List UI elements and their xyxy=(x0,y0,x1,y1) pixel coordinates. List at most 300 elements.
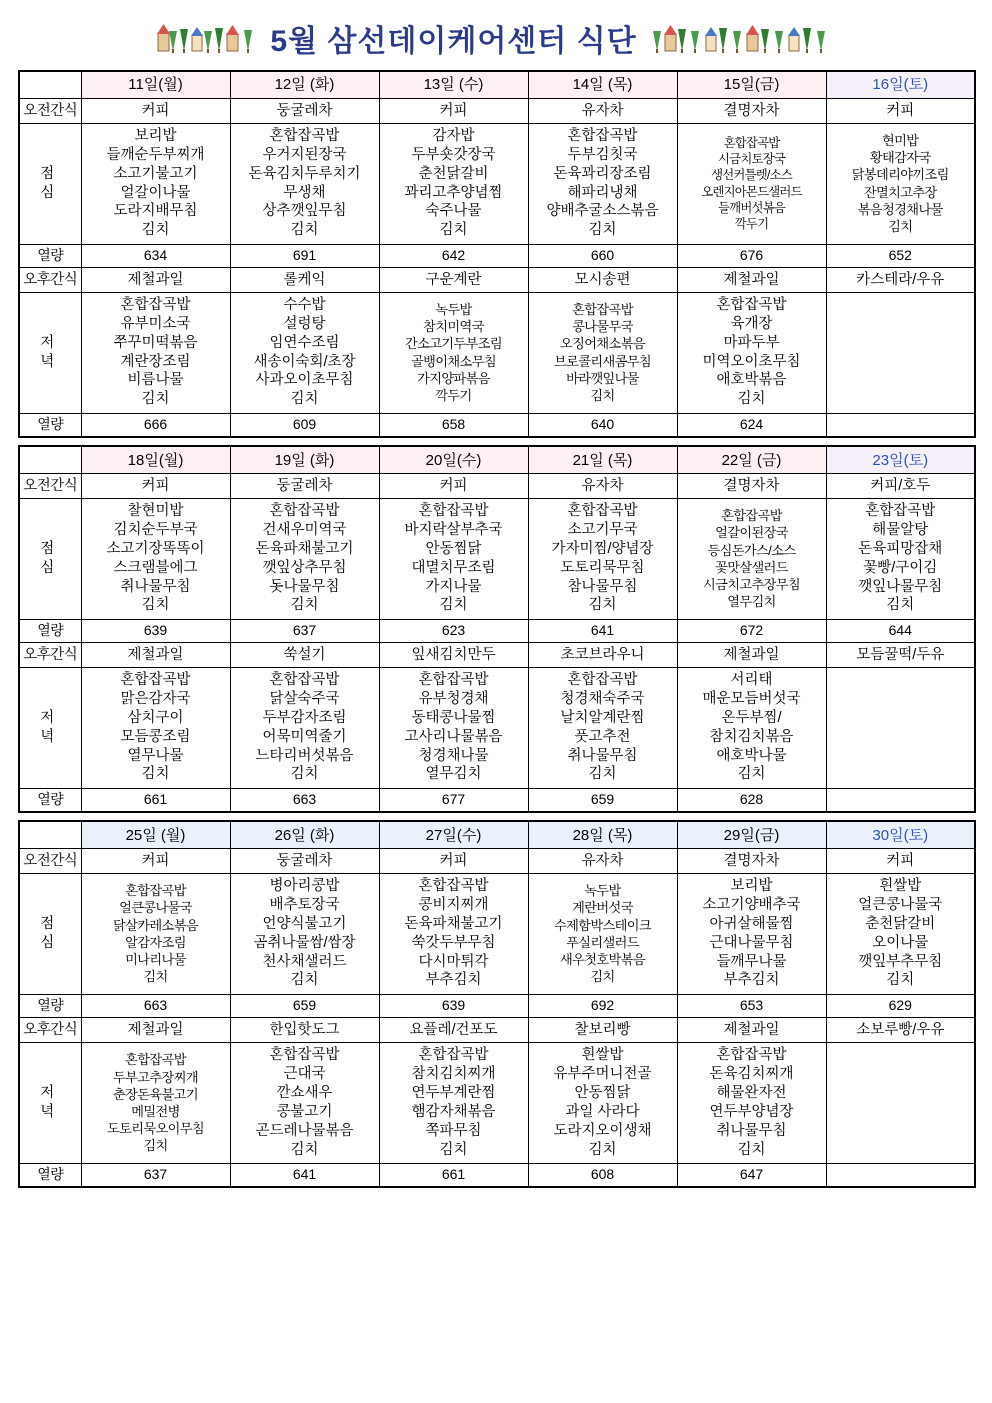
menu-item: 취나물무침 xyxy=(716,1122,787,1139)
lunch-cell xyxy=(677,124,826,245)
morning-snack-cell: 커피 xyxy=(826,99,975,124)
menu-item: 계란버섯국 xyxy=(572,900,633,916)
menu-item: 김치 xyxy=(590,387,615,403)
menu-item: 돈육피망잡채 xyxy=(858,540,943,557)
menu-item: 천사채샐러드 xyxy=(262,953,347,970)
date-cell: 29일(금) xyxy=(677,821,826,849)
menu-item: 혼합잡곡밥 xyxy=(567,672,638,689)
corner-cell xyxy=(19,821,81,849)
date-cell: 22일 (금) xyxy=(677,446,826,474)
calorie-cell: 637 xyxy=(81,1164,230,1188)
menu-item: 안동찜닭 xyxy=(425,540,482,557)
menu-item: 참나물무침 xyxy=(567,578,638,595)
afternoon-snack-cell: 롤케익 xyxy=(230,268,379,293)
calorie-cell: 628 xyxy=(677,789,826,813)
lunch-row xyxy=(19,874,975,995)
morning-snack-cell: 커피 xyxy=(81,99,230,124)
row-label-calorie: 열량 xyxy=(19,620,81,643)
afternoon-snack-cell: 요플레/건포도 xyxy=(379,1018,528,1043)
menu-item: 혼합잡곡밥 xyxy=(418,503,489,520)
date-cell: 26일 (화) xyxy=(230,821,379,849)
menu-item: 김치 xyxy=(290,391,319,408)
menu-item: 근대나물무침 xyxy=(709,934,794,951)
menu-item: 열무김치 xyxy=(727,593,776,609)
menu-item: 들깨버섯볶음 xyxy=(717,200,786,215)
lunch-cell xyxy=(528,499,677,620)
menu-item: 과일 사라다 xyxy=(565,1103,640,1120)
dinner-cell xyxy=(81,293,230,414)
calorie-cell: 676 xyxy=(677,245,826,268)
afternoon-snack-cell: 카스테라/우유 xyxy=(826,268,975,293)
menu-item: 병아리콩밥 xyxy=(269,878,340,895)
calorie-cell: 653 xyxy=(677,995,826,1018)
morning-snack-cell: 커피 xyxy=(826,849,975,874)
date-cell: 18일(월) xyxy=(81,446,230,474)
row-label-afternoon-snack: 오후간식 xyxy=(19,268,81,293)
row-label-afternoon-snack: 오후간식 xyxy=(19,643,81,668)
menu-item: 온두부찜/ xyxy=(721,709,782,726)
menu-item: 돗나물무침 xyxy=(269,578,340,595)
menu-item: 도라지오이생채 xyxy=(553,1122,652,1139)
date-cell-saturday: 16일(토) xyxy=(826,71,975,99)
menu-item: 안동찜닭 xyxy=(574,1085,631,1101)
date-cell-saturday: 23일(토) xyxy=(826,446,975,474)
menu-item: 메밀전병 xyxy=(131,1103,180,1119)
afternoon-snack-cell: 제철과일 xyxy=(677,268,826,293)
dinner-cell-empty xyxy=(826,1043,975,1164)
lunch-label-char: 심 xyxy=(40,184,61,201)
afternoon-snack-cell: 제철과일 xyxy=(81,643,230,668)
calorie-cell: 692 xyxy=(528,995,677,1018)
menu-item: 현미밥 xyxy=(882,133,919,149)
lunch-calorie-row xyxy=(19,995,975,1018)
calorie-cell: 637 xyxy=(230,620,379,643)
afternoon-snack-cell: 모시송편 xyxy=(528,268,677,293)
menu-item: 새송이숙회/초장 xyxy=(253,353,356,370)
dinner-label-char: 녁 xyxy=(40,1103,61,1120)
calorie-cell: 608 xyxy=(528,1164,677,1188)
menu-item: 닭봉데리야끼조림 xyxy=(851,167,949,183)
menu-item: 숙주나물 xyxy=(425,203,482,220)
menu-item: 다시마튀각 xyxy=(418,953,489,970)
dinner-cell xyxy=(81,668,230,789)
dinner-label-char: 저 xyxy=(40,1085,61,1101)
menu-item: 혼합잡곡밥 xyxy=(865,503,936,520)
menu-item: 오렌지아몬드샐러드 xyxy=(701,184,802,199)
calorie-cell: 639 xyxy=(379,995,528,1018)
lunch-label-char: 점 xyxy=(40,540,61,557)
menu-item: 유부주머니전골 xyxy=(553,1066,652,1083)
lunch-label-char: 점 xyxy=(40,915,61,932)
menu-item: 건새우미역국 xyxy=(262,521,347,538)
menu-item: 열무김치 xyxy=(425,766,482,783)
dinner-cell xyxy=(528,293,677,414)
morning-snack-cell: 커피 xyxy=(81,849,230,874)
menu-item: 해물완자전 xyxy=(716,1085,787,1101)
menu-item: 스크램블에그 xyxy=(113,559,198,576)
menu-item: 브로콜리새콤무침 xyxy=(553,353,652,369)
dinner-cell xyxy=(379,668,528,789)
dinner-cell xyxy=(677,293,826,414)
menu-item: 혼합잡곡밥 xyxy=(716,1047,787,1064)
menu-item: 김치 xyxy=(141,766,170,783)
menu-item: 흰쌀밥 xyxy=(581,1047,624,1064)
date-cell: 28일 (목) xyxy=(528,821,677,849)
calorie-cell: 666 xyxy=(81,414,230,438)
afternoon-snack-cell: 잎새김치만두 xyxy=(379,643,528,668)
dinner-cell xyxy=(230,293,379,414)
menu-item: 김치 xyxy=(143,969,168,985)
morning-snack-row xyxy=(19,849,975,874)
morning-snack-cell: 커피 xyxy=(379,99,528,124)
menu-item: 김치 xyxy=(290,222,319,239)
row-label-dinner xyxy=(19,1043,81,1164)
afternoon-snack-cell: 한입핫도그 xyxy=(230,1018,379,1043)
menu-item: 아귀살해물찜 xyxy=(709,915,794,932)
week-table-2 xyxy=(18,445,976,813)
lunch-cell xyxy=(826,124,975,245)
menu-item: 청경채나물 xyxy=(418,747,489,764)
dinner-cell xyxy=(230,1043,379,1164)
menu-item: 사과오이초무침 xyxy=(255,372,354,389)
menu-item: 유부청경채 xyxy=(418,691,489,708)
menu-item: 깍두기 xyxy=(435,387,472,403)
menu-item: 우거지된장국 xyxy=(262,146,347,163)
calorie-cell: 623 xyxy=(379,620,528,643)
afternoon-snack-row xyxy=(19,268,975,293)
menu-item: 비름나물 xyxy=(127,372,184,389)
menu-item: 생선커틀렛/소스 xyxy=(711,168,792,183)
menu-item: 삼치구이 xyxy=(127,709,184,726)
menu-item: 햄감자채볶음 xyxy=(411,1103,496,1120)
menu-item: 감자밥 xyxy=(432,128,475,144)
dinner-cell xyxy=(81,1043,230,1164)
menu-item: 동태콩나물찜 xyxy=(411,709,496,726)
menu-item: 애호박볶음 xyxy=(716,372,787,389)
menu-item: 춘천닭갈비 xyxy=(418,165,489,182)
menu-item: 콩불고기 xyxy=(276,1103,333,1120)
calorie-cell: 691 xyxy=(230,245,379,268)
menu-item: 꽃맛살샐러드 xyxy=(715,559,788,575)
menu-item: 쪽파무침 xyxy=(425,1122,482,1139)
menu-item: 김치 xyxy=(737,766,766,783)
date-header-row xyxy=(19,446,975,474)
menu-item: 곰취나물쌈/쌈장 xyxy=(253,934,356,951)
menu-item: 매운모듬버섯국 xyxy=(702,691,801,708)
lunch-cell xyxy=(379,874,528,995)
menu-item: 해물알탕 xyxy=(872,521,929,538)
dinner-cell xyxy=(677,1043,826,1164)
menu-item: 깍두기 xyxy=(734,216,769,231)
menu-item: 열무나물 xyxy=(127,747,184,764)
menu-item: 무생채 xyxy=(283,184,326,201)
corner-cell xyxy=(19,71,81,99)
menu-item: 김치 xyxy=(590,969,615,985)
dinner-cell-empty xyxy=(826,668,975,789)
menu-item: 푸실리샐러드 xyxy=(566,934,639,950)
menu-item: 닭살숙주국 xyxy=(269,691,340,708)
menu-item: 잔멸치고추장 xyxy=(863,184,937,200)
menu-item: 흰쌀밥 xyxy=(879,878,922,895)
dinner-calorie-row xyxy=(19,414,975,438)
lunch-cell xyxy=(81,499,230,620)
row-label-calorie: 열량 xyxy=(19,1164,81,1188)
menu-item: 혼합잡곡밥 xyxy=(418,878,489,895)
dinner-label-char: 저 xyxy=(40,334,61,351)
afternoon-snack-cell: 제철과일 xyxy=(81,268,230,293)
menu-item: 김치 xyxy=(588,766,617,783)
menu-item: 소고기장똑똑이 xyxy=(106,540,205,557)
menu-item: 얼갈이나물 xyxy=(120,184,191,201)
menu-item: 깐쇼새우 xyxy=(276,1085,333,1101)
menu-item: 대멸치무조림 xyxy=(411,559,496,576)
menu-item: 김치 xyxy=(141,391,170,408)
menu-item: 고사리나물볶음 xyxy=(404,728,503,745)
menu-item: 설렁탕 xyxy=(283,315,326,332)
menu-item: 두부숏갓장국 xyxy=(411,146,496,163)
menu-item: 얼갈이된장국 xyxy=(715,525,788,541)
morning-snack-cell: 유자차 xyxy=(528,849,677,874)
menu-item: 소고기양배추국 xyxy=(702,897,801,914)
morning-snack-cell: 결명자차 xyxy=(677,474,826,499)
menu-item: 등심돈가스/소스 xyxy=(707,542,796,558)
calorie-cell: 634 xyxy=(81,245,230,268)
menu-item: 두부감자조림 xyxy=(262,709,347,726)
menu-item: 김치 xyxy=(886,972,915,989)
date-cell: 12일 (화) xyxy=(230,71,379,99)
menu-item: 혼합잡곡밥 xyxy=(721,508,782,524)
lunch-cell xyxy=(379,499,528,620)
menu-item: 풋고추전 xyxy=(574,728,631,745)
menu-item: 김치 xyxy=(439,597,468,614)
row-label-morning-snack: 오전간식 xyxy=(19,474,81,499)
menu-item: 소고기무국 xyxy=(567,521,638,538)
menu-item: 깻잎나물무침 xyxy=(858,578,943,595)
menu-item: 시금치토장국 xyxy=(717,152,786,167)
menu-item: 돈육꽈리장조림 xyxy=(553,165,652,182)
lunch-row xyxy=(19,124,975,245)
menu-item: 혼합잡곡밥 xyxy=(567,503,638,520)
menu-item: 계란장조림 xyxy=(120,353,191,370)
morning-snack-row xyxy=(19,474,975,499)
lunch-cell xyxy=(826,874,975,995)
menu-item: 깻잎상추무침 xyxy=(262,559,347,576)
menu-item: 김치 xyxy=(141,222,170,239)
row-label-lunch xyxy=(19,499,81,620)
menu-item: 부추김치 xyxy=(723,972,780,989)
morning-snack-cell: 커피 xyxy=(81,474,230,499)
lunch-calorie-row xyxy=(19,245,975,268)
menu-item: 도라지배무침 xyxy=(113,203,198,220)
menu-item: 미역오이초무침 xyxy=(702,353,801,370)
menu-item: 김치순두부국 xyxy=(113,521,198,538)
menu-item: 김치 xyxy=(888,218,913,234)
menu-item: 육개장 xyxy=(730,315,773,332)
morning-snack-cell: 커피/호두 xyxy=(826,474,975,499)
dinner-label-char: 녁 xyxy=(40,353,61,370)
menu-item: 상추깻잎무침 xyxy=(262,203,347,220)
menu-item: 마파두부 xyxy=(723,334,780,351)
menu-item: 서리태 xyxy=(730,672,773,689)
menu-item: 닭살카레소볶음 xyxy=(113,917,198,933)
row-label-afternoon-snack: 오후간식 xyxy=(19,1018,81,1043)
dinner-cell xyxy=(528,668,677,789)
row-label-lunch xyxy=(19,124,81,245)
row-label-calorie: 열량 xyxy=(19,995,81,1018)
date-cell: 21일 (목) xyxy=(528,446,677,474)
menu-item: 혼합잡곡밥 xyxy=(716,297,787,314)
menu-item: 녹두밥 xyxy=(584,883,621,899)
dinner-row xyxy=(19,1043,975,1164)
afternoon-snack-cell: 모듬꿀떡/두유 xyxy=(826,643,975,668)
lunch-cell xyxy=(81,874,230,995)
afternoon-snack-cell: 제철과일 xyxy=(677,1018,826,1043)
morning-snack-cell: 둥굴레차 xyxy=(230,474,379,499)
decoration-left-icon xyxy=(156,21,256,55)
row-label-lunch xyxy=(19,874,81,995)
menu-item: 바지락살부추국 xyxy=(404,521,503,538)
menu-item: 쑥갓두부무침 xyxy=(411,934,496,951)
calorie-cell: 642 xyxy=(379,245,528,268)
calorie-cell: 644 xyxy=(826,620,975,643)
dinner-label-char: 저 xyxy=(40,709,61,726)
calorie-cell: 652 xyxy=(826,245,975,268)
menu-item: 혼합잡곡밥 xyxy=(723,136,780,151)
menu-item: 가자미찜/양념장 xyxy=(551,540,654,557)
menu-item: 김치 xyxy=(439,1141,468,1158)
menu-item: 혼합잡곡밥 xyxy=(572,302,633,318)
afternoon-snack-row xyxy=(19,1018,975,1043)
menu-item: 두부고추장찌개 xyxy=(113,1069,198,1085)
morning-snack-cell: 둥굴레차 xyxy=(230,849,379,874)
date-cell: 15일(금) xyxy=(677,71,826,99)
lunch-label-char: 심 xyxy=(40,934,61,951)
menu-item: 알감자조림 xyxy=(125,934,186,950)
calorie-cell: 639 xyxy=(81,620,230,643)
calorie-cell: 624 xyxy=(677,414,826,438)
date-cell: 14일 (목) xyxy=(528,71,677,99)
menu-item: 곤드레나물볶음 xyxy=(255,1122,354,1139)
lunch-calorie-row xyxy=(19,620,975,643)
menu-item: 혼합잡곡밥 xyxy=(269,672,340,689)
date-header-row xyxy=(19,821,975,849)
menu-item: 황태감자국 xyxy=(869,150,931,166)
lunch-cell xyxy=(81,124,230,245)
menu-item: 혼합잡곡밥 xyxy=(125,883,186,899)
menu-item: 녹두밥 xyxy=(435,302,472,318)
corner-cell xyxy=(19,446,81,474)
lunch-row xyxy=(19,499,975,620)
lunch-cell xyxy=(677,874,826,995)
menu-item: 골뱅이채소무침 xyxy=(411,353,496,369)
menu-item: 들깨순두부찌개 xyxy=(106,146,205,163)
menu-item: 김치 xyxy=(588,597,617,614)
dinner-cell xyxy=(230,668,379,789)
date-cell-saturday: 30일(토) xyxy=(826,821,975,849)
menu-item: 수제함박스테이크 xyxy=(553,917,652,933)
menu-item: 배추토장국 xyxy=(269,897,340,914)
lunch-cell xyxy=(528,874,677,995)
menu-item: 간소고기두부조림 xyxy=(404,336,503,352)
menu-item: 쭈꾸미떡볶음 xyxy=(113,334,198,351)
afternoon-snack-cell: 구운계란 xyxy=(379,268,528,293)
date-header-row xyxy=(19,71,975,99)
dinner-cell-empty xyxy=(826,293,975,414)
menu-item: 유부미소국 xyxy=(120,315,191,332)
calorie-cell: 641 xyxy=(230,1164,379,1188)
morning-snack-cell: 커피 xyxy=(379,849,528,874)
calorie-cell: 659 xyxy=(230,995,379,1018)
morning-snack-cell: 결명자차 xyxy=(677,99,826,124)
lunch-cell xyxy=(528,124,677,245)
menu-item: 날치알계란찜 xyxy=(560,709,645,726)
calorie-cell: 663 xyxy=(81,995,230,1018)
menu-item: 김치 xyxy=(290,1141,319,1158)
menu-item: 느타리버섯볶음 xyxy=(255,747,354,764)
menu-item: 시금치고추장무침 xyxy=(702,576,801,592)
dinner-row xyxy=(19,668,975,789)
menu-item: 콩나물무국 xyxy=(572,319,633,335)
menu-item: 김치 xyxy=(886,597,915,614)
dinner-cell xyxy=(677,668,826,789)
row-label-morning-snack: 오전간식 xyxy=(19,849,81,874)
lunch-cell xyxy=(826,499,975,620)
page-header xyxy=(18,12,974,64)
date-cell: 19일 (화) xyxy=(230,446,379,474)
menu-item: 가지나물 xyxy=(425,578,482,595)
dinner-label-char: 녁 xyxy=(40,728,61,745)
calorie-cell: 672 xyxy=(677,620,826,643)
menu-item: 혼합잡곡밥 xyxy=(418,1047,489,1064)
menu-item: 찰현미밥 xyxy=(127,503,184,520)
decoration-right-icon xyxy=(651,21,836,55)
morning-snack-cell: 커피 xyxy=(379,474,528,499)
calorie-cell: 658 xyxy=(379,414,528,438)
calorie-cell-empty xyxy=(826,1164,975,1188)
menu-item: 오이나물 xyxy=(872,934,929,951)
calorie-cell-empty xyxy=(826,414,975,438)
calorie-cell: 641 xyxy=(528,620,677,643)
menu-item: 도토리묵오이무침 xyxy=(106,1121,205,1136)
menu-item: 얼큰콩나물국 xyxy=(858,897,943,914)
lunch-cell xyxy=(230,124,379,245)
menu-item: 두부김칫국 xyxy=(567,146,638,163)
menu-item: 가지양파볶음 xyxy=(417,370,490,386)
row-label-calorie: 열량 xyxy=(19,789,81,813)
afternoon-snack-cell: 초코브라우니 xyxy=(528,643,677,668)
dinner-calorie-row xyxy=(19,789,975,813)
menu-item: 혼합잡곡밥 xyxy=(125,1052,186,1068)
lunch-label-char: 점 xyxy=(40,165,61,182)
menu-item: 춘장돈육불고기 xyxy=(113,1086,198,1102)
menu-item: 김치 xyxy=(588,1141,617,1158)
calorie-cell-empty xyxy=(826,789,975,813)
menu-item: 김치 xyxy=(588,222,617,239)
date-cell: 20일(수) xyxy=(379,446,528,474)
calorie-cell: 647 xyxy=(677,1164,826,1188)
week-table-3 xyxy=(18,820,976,1188)
lunch-cell xyxy=(379,124,528,245)
date-cell: 27일(수) xyxy=(379,821,528,849)
menu-item: 김치 xyxy=(737,391,766,408)
menu-item: 참치김치볶음 xyxy=(709,728,794,745)
menu-item: 도토리묵무침 xyxy=(560,559,645,576)
menu-item: 양배추굴소스볶음 xyxy=(546,203,659,220)
menu-item: 김치 xyxy=(290,766,319,783)
page-title: 5월 삼선데이케어센터 식단 xyxy=(270,25,637,58)
menu-item: 새우첫호박볶음 xyxy=(560,951,645,967)
menu-item: 혼합잡곡밥 xyxy=(567,128,638,144)
